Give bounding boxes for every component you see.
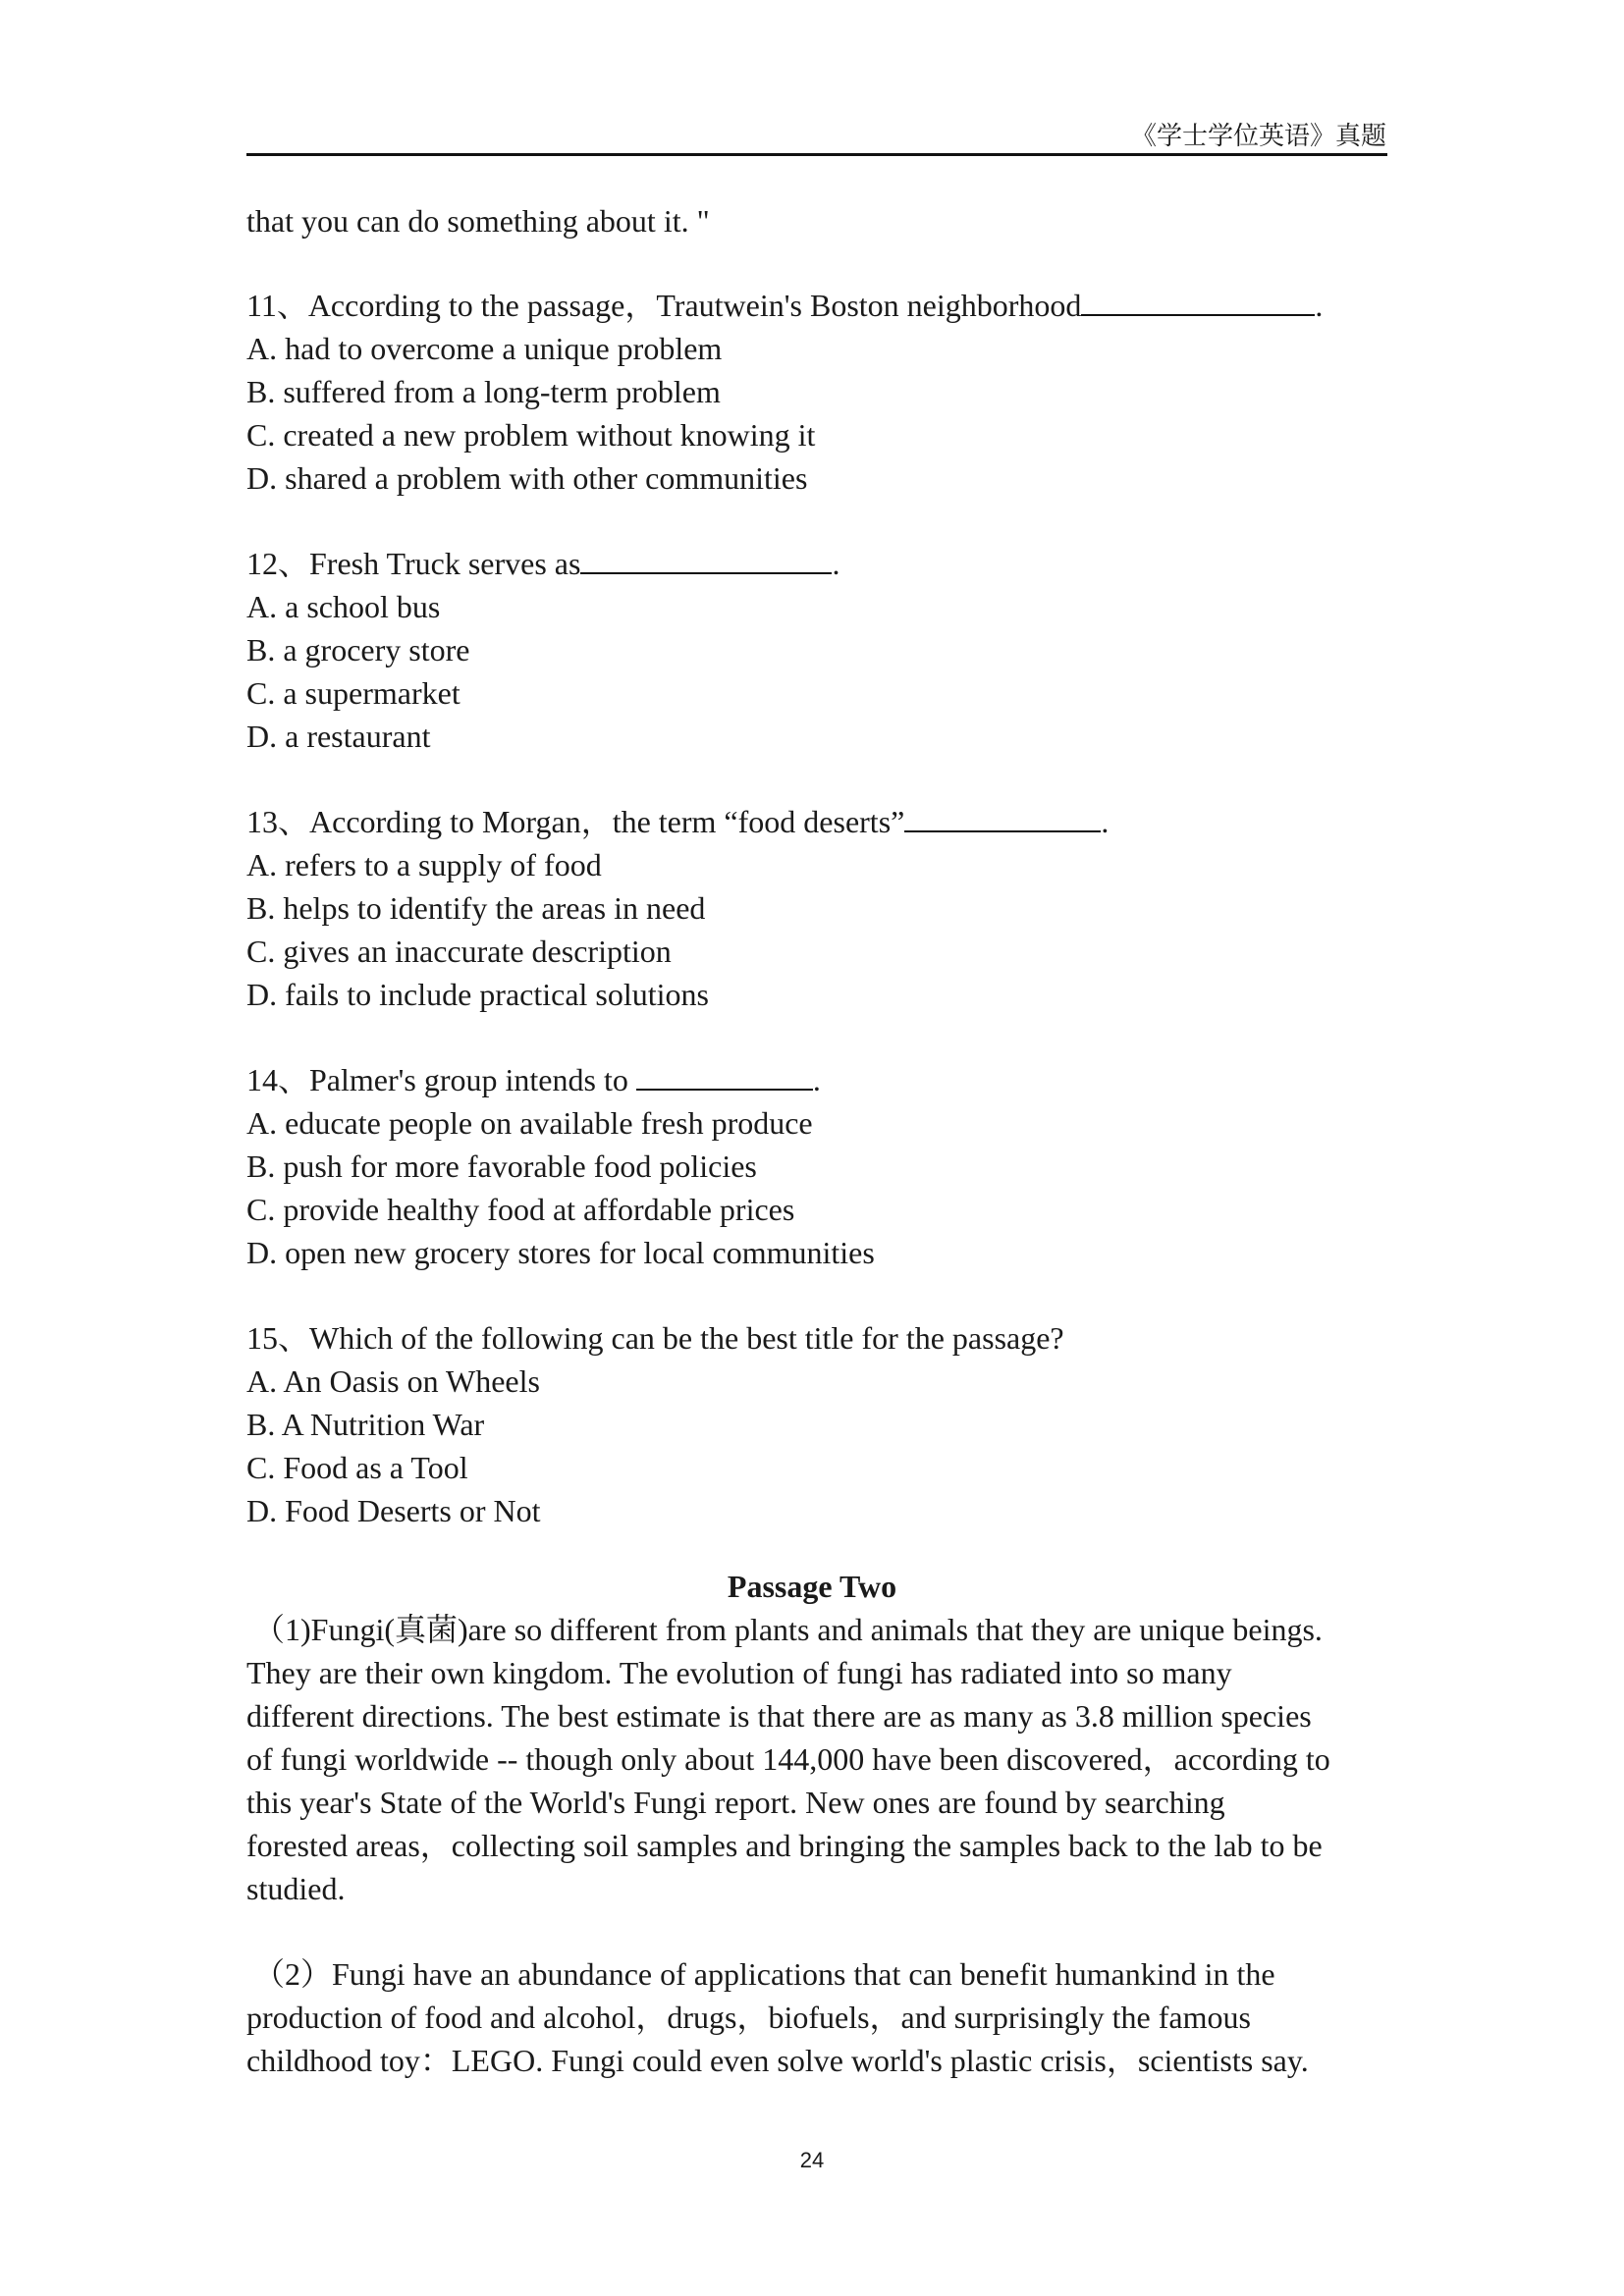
paragraph-line: forested areas，collecting soil samples and bringing the samples back to the lab to be xyxy=(246,1828,1323,1863)
option-a[interactable]: A. a school bus xyxy=(246,589,441,624)
option-a[interactable]: A. refers to a supply of food xyxy=(246,847,602,882)
option-a[interactable]: A. educate people on available fresh produce xyxy=(246,1105,813,1141)
passage-title: Passage Two xyxy=(727,1569,897,1604)
question-stem: 13、According to Morgan，the term “food deserts” . xyxy=(246,800,1109,843)
question-stem: 11、According to the passage，Trautwein's Boston neighborhood . xyxy=(246,284,1323,327)
answer-blank[interactable] xyxy=(636,1059,813,1091)
paragraph-line: （2）Fungi have an abundance of applications that can benefit humankind in the xyxy=(253,1956,1275,1992)
option-d[interactable]: D. open new grocery stores for local communities xyxy=(246,1235,875,1270)
question-stem: 15、Which of the following can be the best title for the passage? xyxy=(246,1320,1064,1356)
paragraph-line: this year's State of the World's Fungi report. New ones are found by searching xyxy=(246,1785,1225,1820)
paragraph-line: of fungi worldwide -- though only about 144,000 have been discovered，according to xyxy=(246,1741,1330,1777)
page-number: 24 xyxy=(799,2148,825,2172)
option-c[interactable]: C. gives an inaccurate description xyxy=(246,934,672,969)
option-c[interactable]: C. created a new problem without knowing it xyxy=(246,417,816,453)
paragraph-line: production of food and alcohol，drugs，biofuels，and surprisingly the famous xyxy=(246,2000,1251,2035)
option-b[interactable]: B. helps to identify the areas in need xyxy=(246,890,706,926)
option-a[interactable]: A. had to overcome a unique problem xyxy=(246,331,723,366)
paragraph-line: studied. xyxy=(246,1871,346,1906)
option-c[interactable]: C. Food as a Tool xyxy=(246,1450,468,1485)
answer-blank[interactable] xyxy=(1081,285,1315,316)
option-b[interactable]: B. push for more favorable food policies xyxy=(246,1148,757,1184)
answer-blank[interactable] xyxy=(904,801,1101,832)
paragraph-line: （1)Fungi(真菌)are so different from plants and animals that they are unique beings. xyxy=(253,1612,1323,1647)
answer-blank[interactable] xyxy=(580,543,832,574)
option-b[interactable]: B. A Nutrition War xyxy=(246,1407,485,1442)
header-title: 《学士学位英语》真题 xyxy=(1130,122,1386,150)
option-b[interactable]: B. suffered from a long-term problem xyxy=(246,374,721,409)
continuation-text: that you can do something about it. " xyxy=(246,203,710,239)
option-c[interactable]: C. a supermarket xyxy=(246,675,460,711)
option-a[interactable]: A. An Oasis on Wheels xyxy=(246,1363,540,1399)
question-stem: 12、Fresh Truck serves as . xyxy=(246,542,839,585)
option-d[interactable]: D. shared a problem with other communities xyxy=(246,460,808,496)
paragraph-line: childhood toy：LEGO. Fungi could even solve world's plastic crisis，scientists say. xyxy=(246,2043,1309,2078)
header-rule xyxy=(246,153,1387,156)
paragraph-line: different directions. The best estimate is that there are as many as 3.8 million species xyxy=(246,1698,1312,1734)
option-c[interactable]: C. provide healthy food at affordable prices xyxy=(246,1192,795,1227)
option-b[interactable]: B. a grocery store xyxy=(246,632,470,667)
option-d[interactable]: D. fails to include practical solutions xyxy=(246,977,709,1012)
option-d[interactable]: D. Food Deserts or Not xyxy=(246,1493,541,1528)
paragraph-line: They are their own kingdom. The evolution of fungi has radiated into so many xyxy=(246,1655,1232,1690)
option-d[interactable]: D. a restaurant xyxy=(246,719,431,754)
question-stem: 14、Palmer's group intends to . xyxy=(246,1058,821,1101)
